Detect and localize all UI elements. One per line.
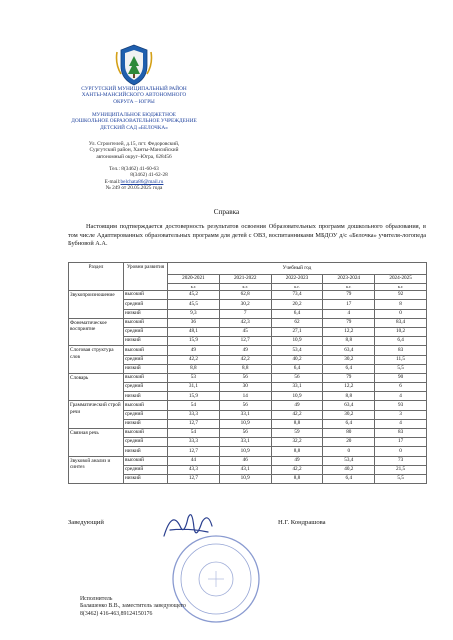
header-unit: к.г.	[323, 284, 375, 291]
section-name: Звуковой анализ и синтез	[69, 456, 124, 484]
table-header	[69, 263, 427, 291]
table-body	[69, 291, 427, 484]
inst-line: ДОШКОЛЬНОЕ ОБРАЗОВАТЕЛЬНОЕ УЧРЕЖДЕНИЕ	[71, 118, 197, 125]
header-year: 2022-2023	[271, 275, 323, 284]
level-cell: низкий	[124, 447, 168, 456]
value-cell: 10,9	[271, 337, 323, 346]
value-cell: 92	[375, 291, 427, 300]
value-cell: 46	[219, 456, 271, 465]
value-cell: 8,8	[323, 337, 375, 346]
section-name: Слоговая структура слов	[69, 346, 124, 374]
addr-line: автономный округ–Югра, 628456	[96, 153, 172, 160]
value-cell: 11,5	[375, 355, 427, 364]
value-cell: 10,9	[219, 474, 271, 483]
value-cell: 33,1	[271, 383, 323, 392]
value-cell: 83	[375, 429, 427, 438]
value-cell: 6,4	[323, 364, 375, 373]
value-cell: 79	[323, 373, 375, 382]
section-name: Словарь	[69, 373, 124, 401]
value-cell: 31,1	[168, 383, 220, 392]
value-cell: 6,4	[323, 419, 375, 428]
value-cell: 53,4	[323, 456, 375, 465]
value-cell: 53	[168, 373, 220, 382]
value-cell: 12,7	[168, 474, 220, 483]
value-cell: 8,8	[271, 419, 323, 428]
value-cell: 62,8	[219, 291, 271, 300]
level-cell: низкий	[124, 419, 168, 428]
value-cell: 49	[168, 346, 220, 355]
value-cell: 49	[271, 456, 323, 465]
table-row	[69, 429, 427, 438]
intro-paragraph: Настоящим подтверждается достоверность результатов освоения Образовательных программ дошкольного образования, в том числе Адаптированных образовательных программ для детей с ОВЗ, воспитанниками МБДОУ д/с «Белочка» учителя-логопеда Бубновой А.А.	[68, 223, 426, 248]
value-cell: 32,2	[271, 438, 323, 447]
value-cell: 42,2	[271, 465, 323, 474]
value-cell: 0	[375, 309, 427, 318]
value-cell: 12,7	[168, 419, 220, 428]
value-cell: 8,8	[323, 392, 375, 401]
table-row	[69, 456, 427, 465]
level-cell: низкий	[124, 337, 168, 346]
coat-of-arms-icon	[115, 44, 153, 86]
executor-name: Балашенко В.В., заместитель заведующего	[80, 603, 186, 610]
value-cell: 30,2	[323, 355, 375, 364]
level-cell: средний	[124, 410, 168, 419]
table-row	[69, 291, 427, 300]
org-line: ОКРУГА – ЮГРЫ	[113, 98, 155, 105]
level-cell: низкий	[124, 474, 168, 483]
value-cell: 10,9	[219, 419, 271, 428]
value-cell: 10,9	[219, 447, 271, 456]
executor-label: Исполнитель	[80, 596, 113, 602]
value-cell: 33,1	[219, 438, 271, 447]
value-cell: 33,1	[219, 410, 271, 419]
value-cell: 3	[375, 410, 427, 419]
inst-line: ДЕТСКИЙ САД «БЕЛОЧКА»	[100, 124, 168, 131]
head-name: Н.Г. Кондрашова	[278, 519, 326, 526]
header-unit: к.г.	[168, 284, 220, 291]
value-cell: 56	[219, 373, 271, 382]
level-cell: высокий	[124, 456, 168, 465]
value-cell: 30,2	[219, 300, 271, 309]
value-cell: 5,5	[375, 364, 427, 373]
value-cell: 12,2	[323, 327, 375, 336]
level-cell: средний	[124, 327, 168, 336]
letterhead-contacts	[20, 166, 248, 191]
executor-block	[80, 596, 186, 618]
phone-2: 8(3462) 41-62-28	[130, 172, 168, 179]
value-cell: 53,4	[271, 346, 323, 355]
value-cell: 45	[219, 327, 271, 336]
value-cell: 6	[375, 383, 427, 392]
header-unit: к.г.	[271, 284, 323, 291]
value-cell: 49	[219, 346, 271, 355]
letterhead-institution	[20, 112, 248, 131]
level-cell: высокий	[124, 291, 168, 300]
phone-1: Тел.: 8(3462) 41-60-63	[109, 166, 159, 172]
value-cell: 42,2	[168, 355, 220, 364]
value-cell: 12,2	[323, 383, 375, 392]
level-cell: высокий	[124, 318, 168, 327]
value-cell: 17	[323, 300, 375, 309]
value-cell: 8,8	[219, 364, 271, 373]
value-cell: 27,1	[271, 327, 323, 336]
header-year: 2021-2022	[219, 275, 271, 284]
header-section: Раздел	[69, 263, 124, 291]
value-cell: 30	[219, 383, 271, 392]
value-cell: 6,4	[271, 309, 323, 318]
value-cell: 4	[375, 419, 427, 428]
level-cell: средний	[124, 300, 168, 309]
value-cell: 63,4	[323, 401, 375, 410]
value-cell: 42,3	[219, 318, 271, 327]
value-cell: 0	[323, 447, 375, 456]
header-year-group: Учебный год	[168, 263, 427, 275]
addr-line: Сургутский район, Ханты-Мансийский	[89, 147, 179, 154]
letterhead-organization	[20, 86, 248, 105]
level-cell: низкий	[124, 309, 168, 318]
head-position: Заведующий	[68, 519, 104, 526]
value-cell: 9,3	[168, 309, 220, 318]
value-cell: 30,2	[323, 410, 375, 419]
value-cell: 8,8	[271, 447, 323, 456]
value-cell: 6,4	[323, 474, 375, 483]
value-cell: 6,4	[375, 337, 427, 346]
value-cell: 10,9	[271, 392, 323, 401]
value-cell: 63,4	[323, 346, 375, 355]
value-cell: 20,2	[271, 300, 323, 309]
value-cell: 6,4	[271, 364, 323, 373]
letterhead-address	[20, 141, 248, 160]
table-row	[69, 318, 427, 327]
value-cell: 42,2	[219, 355, 271, 364]
level-cell: высокий	[124, 429, 168, 438]
section-name: Грамматический строй речи	[69, 401, 124, 429]
header-unit: к.г.	[219, 284, 271, 291]
addr-line: Ул. Строителей, д.15, пгт. Федоровский,	[88, 141, 180, 147]
results-table	[68, 262, 427, 484]
value-cell: 56	[219, 429, 271, 438]
header-level: Уровни развития	[124, 263, 168, 291]
executor-phone: 8(3462) 416-463,89124150176	[80, 610, 153, 617]
section-name: Фонематическое восприятие	[69, 318, 124, 346]
section-name: Связная речь	[69, 429, 124, 457]
value-cell: 79	[323, 318, 375, 327]
value-cell: 8	[375, 300, 427, 309]
value-cell: 36	[168, 318, 220, 327]
level-cell: средний	[124, 438, 168, 447]
org-line: ХАНТЫ-МАНСИЙСКОГО АВТОНОМНОГО	[81, 92, 187, 99]
value-cell: 83,4	[375, 318, 427, 327]
level-cell: высокий	[124, 401, 168, 410]
email-link[interactable]: belchata86@mail.ru	[120, 178, 164, 185]
value-cell: 59	[271, 429, 323, 438]
level-cell: низкий	[124, 392, 168, 401]
org-line: СУРГУТСКИЙ МУНИЦИПАЛЬНЫЙ РАЙОН	[81, 86, 187, 92]
value-cell: 14	[219, 392, 271, 401]
value-cell: 83	[375, 346, 427, 355]
level-cell: средний	[124, 383, 168, 392]
value-cell: 49	[271, 401, 323, 410]
value-cell: 10,2	[375, 327, 427, 336]
level-cell: низкий	[124, 364, 168, 373]
value-cell: 73	[375, 456, 427, 465]
level-cell: высокий	[124, 373, 168, 382]
value-cell: 4	[375, 392, 427, 401]
value-cell: 79	[323, 291, 375, 300]
value-cell: 7	[219, 309, 271, 318]
section-name: Звукопроизношение	[69, 291, 124, 319]
level-cell: высокий	[124, 346, 168, 355]
level-cell: средний	[124, 465, 168, 474]
value-cell: 43,1	[219, 465, 271, 474]
value-cell: 62	[271, 318, 323, 327]
value-cell: 54	[168, 401, 220, 410]
value-cell: 80	[323, 429, 375, 438]
value-cell: 17	[375, 438, 427, 447]
value-cell: 8,8	[271, 474, 323, 483]
value-cell: 93	[375, 401, 427, 410]
value-cell: 56	[219, 401, 271, 410]
value-cell: 56	[271, 373, 323, 382]
value-cell: 40,2	[323, 465, 375, 474]
inst-line: МУНИЦИПАЛЬНОЕ БЮДЖЕТНОЕ	[91, 112, 177, 118]
value-cell: 42,2	[271, 410, 323, 419]
value-cell: 48,1	[168, 327, 220, 336]
value-cell: 21,5	[375, 465, 427, 474]
value-cell: 90	[375, 373, 427, 382]
value-cell: 0	[375, 447, 427, 456]
value-cell: 15,9	[168, 392, 220, 401]
value-cell: 12,7	[219, 337, 271, 346]
value-cell: 20	[323, 438, 375, 447]
value-cell: 54	[168, 429, 220, 438]
email-label: E-mail:	[104, 178, 121, 185]
table-row	[69, 346, 427, 355]
value-cell: 33,3	[168, 410, 220, 419]
value-cell: 45,5	[168, 300, 220, 309]
level-cell: средний	[124, 355, 168, 364]
value-cell: 33,3	[168, 438, 220, 447]
value-cell: 43,3	[168, 465, 220, 474]
value-cell: 8,8	[168, 364, 220, 373]
header-unit: к.г.	[375, 284, 427, 291]
header-year: 2020-2021	[168, 275, 220, 284]
value-cell: 40,2	[271, 355, 323, 364]
document-reference: № 249 от 20.05.2025 года	[105, 184, 163, 191]
header-year: 2024-2025	[375, 275, 427, 284]
table-row	[69, 401, 427, 410]
value-cell: 44	[168, 456, 220, 465]
value-cell: 12,7	[168, 447, 220, 456]
value-cell: 73,4	[271, 291, 323, 300]
value-cell: 4	[323, 309, 375, 318]
header-year: 2023-2024	[323, 275, 375, 284]
value-cell: 45,2	[168, 291, 220, 300]
value-cell: 15,9	[168, 337, 220, 346]
table-row	[69, 373, 427, 382]
value-cell: 5,5	[375, 474, 427, 483]
document-title: Справка	[213, 208, 240, 216]
